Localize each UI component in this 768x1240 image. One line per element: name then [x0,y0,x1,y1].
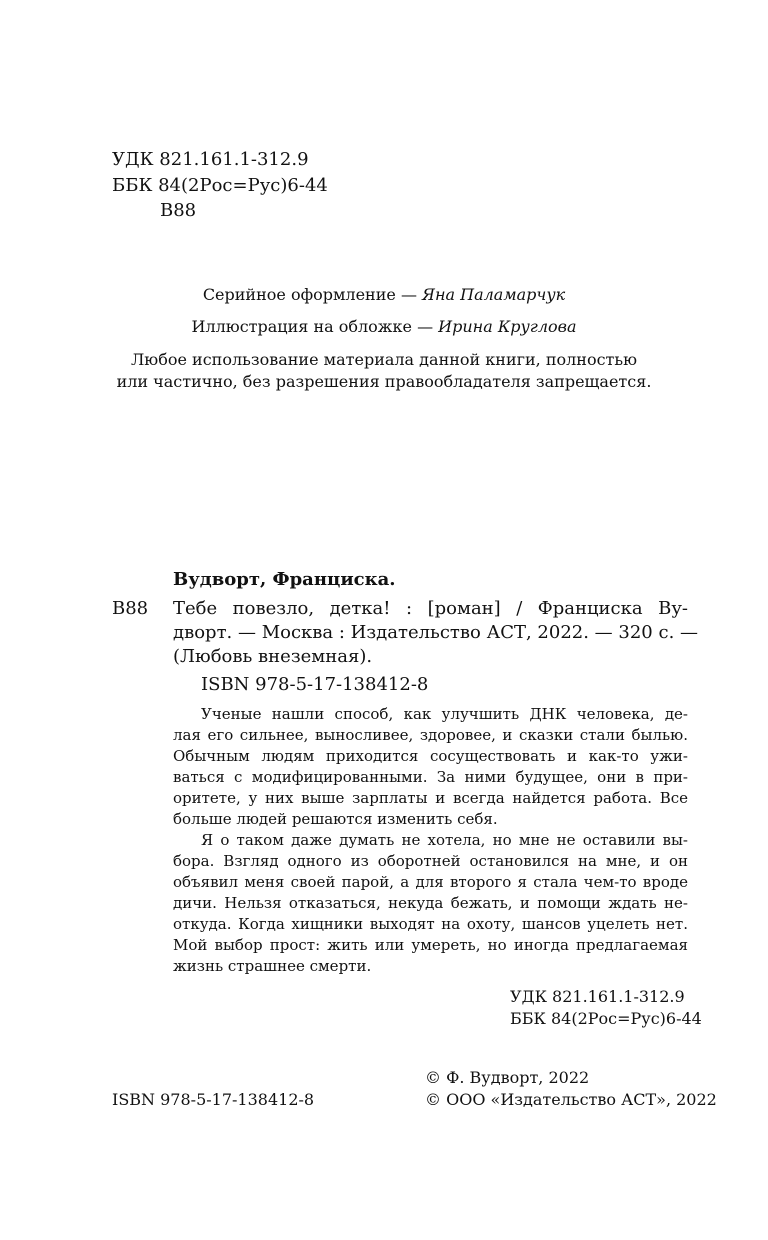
annotation-p1-line-6: больше людей решаются изменить себя. [173,810,498,828]
annotation-p1-line-5: оритете, у них выше зарплаты и всегда найдется работа. Все [173,789,688,807]
annotation-p2-line-6: Мой выбор прост: жить или умереть, но иногда предлагаемая [173,936,688,954]
catalog-description-line-2: дворт. — Москва : Издательство АСТ, 2022. — 320 с. — [173,622,699,643]
annotation [173,704,688,977]
bbk-code-top: ББК 84(2Рос=Рус)6-44 [112,175,328,196]
catalog-description-line-3: (Любовь внеземная). [173,646,373,667]
annotation-p2-line-5: откуда. Когда хищники выходят на охоту, шансов уцелеть нет. [173,915,688,933]
copyright-notice-line-1: Любое использование материала данной книги, полностью [130,350,638,369]
author-mark-top: В88 [160,200,197,221]
annotation-p2-line-1: Я о таком даже думать не хотела, но мне не оставили вы- [201,831,688,849]
udk-code-top: УДК 821.161.1-312.9 [112,149,309,170]
catalog-author-heading: Вудворт, Франциска. [173,569,396,590]
catalog-description-line-1: Тебе повезло, детка! : [роман] / Франциска Ву- [173,598,688,619]
annotation-p1-line-2: лая его сильнее, выносливее, здоровее, и сказки стали былью. [173,726,688,744]
series-design-credit [0,284,768,306]
catalog-author-mark: В88 [112,598,149,619]
cover-illustration-name: Ирина Круглова [438,317,577,336]
annotation-p1-line-4: ваться с модифицированными. За ними будущее, они в при- [173,768,688,786]
copyright-publisher: © ООО «Издательство АСТ», 2022 [425,1090,717,1109]
footer-isbn: ISBN 978-5-17-138412-8 [112,1090,315,1109]
annotation-p2-line-4: дичи. Нельзя отказаться, некуда бежать, и помощи ждать не- [173,894,688,912]
bbk-code-bottom: ББК 84(2Рос=Рус)6-44 [510,1009,702,1028]
copyright-author: © Ф. Вудворт, 2022 [425,1068,590,1087]
catalog-isbn: ISBN 978-5-17-138412-8 [201,674,429,695]
annotation-p1-line-1: Ученые нашли способ, как улучшить ДНК человека, де- [201,705,688,723]
udk-code-bottom: УДК 821.161.1-312.9 [510,987,685,1006]
annotation-p2-line-3: объявил меня своей парой, а для второго я стала чем-то вроде [173,873,688,891]
cover-illustration-credit [0,316,768,338]
series-design-label: Серийное оформление — [202,285,423,304]
copyright-notice-line-2: или частично, без разрешения правообладателя запрещается. [116,372,652,391]
cover-illustration-label: Иллюстрация на обложке — [191,317,439,336]
annotation-p2-line-2: бора. Взгляд одного из оборотней остановился на мне, и он [173,852,688,870]
annotation-p1-line-3: Обычным людям приходится сосуществовать и как-то ужи- [173,747,688,765]
series-design-name: Яна Паламарчук [422,285,566,304]
annotation-p2-line-7: жизнь страшнее смерти. [173,957,372,975]
